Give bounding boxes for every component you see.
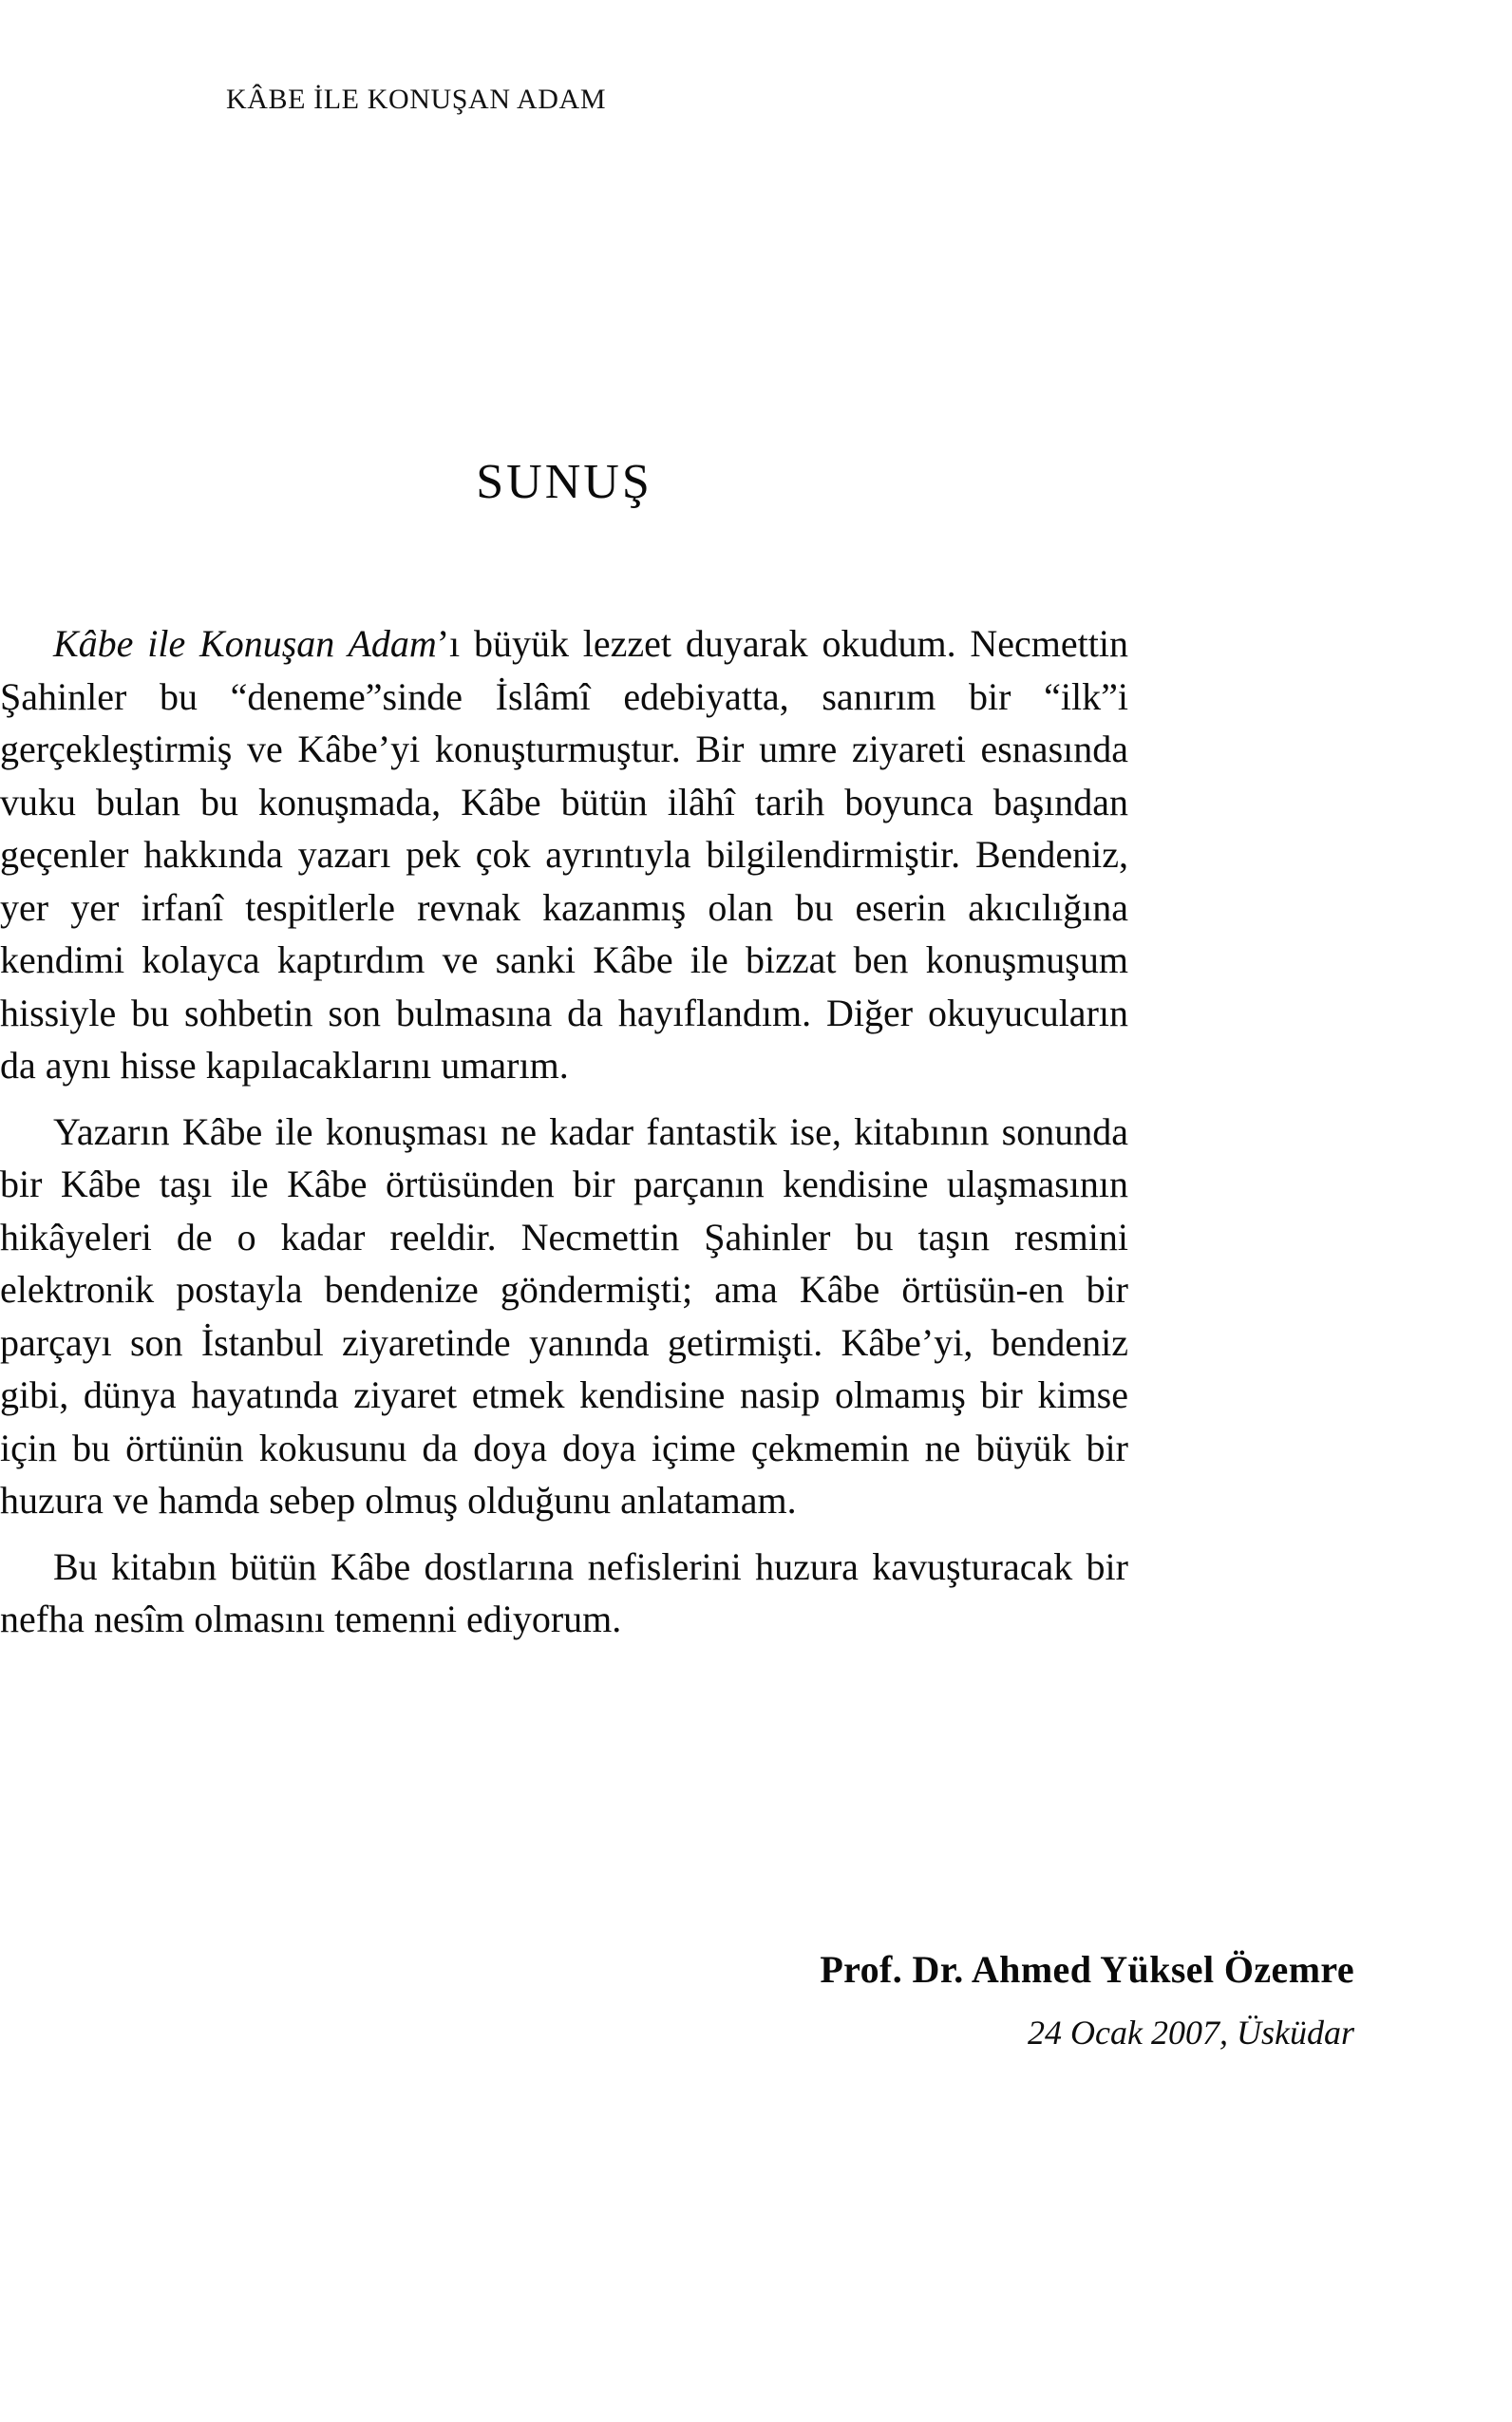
paragraph-1-text: ’ı büyük lezzet duyarak okudum. Necmettin Şahinler bu “deneme”sinde İslâmî edebiyatta, sanırım bir “ilk”i gerçekleştirmiş ve Kâbe’yi konuşturmuştur. Bir umre ziyareti esnasında vuku bulan bu konuşmada, Kâbe bütün ilâhî tarih boyunca başından geçenler hakkında yazarı pek çok ayrıntıyla bilgilendirmiştir. Bendeniz, yer yer irfanî tespitlerle revnak kazanmış olan bu eserin akıcılığına kendimi kolayca kaptırdım ve sanki Kâbe ile bizzat ben konuşmuşum hissiyle bu sohbetin son bulmasına da hayıflandım. Diğer okuyucuların da aynı hisse kapılacaklarını umarım. xyxy=(0,622,1128,1087)
running-header: KÂBE İLE KONUŞAN ADAM xyxy=(226,84,607,115)
paragraph-3 xyxy=(0,1541,1128,1646)
paragraph-2-text: Yazarın Kâbe ile konuşması ne kadar fantastik ise, kitabının sonunda bir Kâbe taşı ile Kâbe örtüsünden bir parçanın kendisine ulaşmasının hikâyeleri de o kadar reeldir. Necmettin Şahinler bu taşın resmini elektronik postayla bendenize göndermişti; ama Kâbe örtüsün-en bir parçayı son İstanbul ziyaretinde yanında getirmişti. Kâbe’yi, bendeniz gibi, dünya hayatında ziyaret etmek kendisine nasip olmamış bir kimse için bu örtünün kokusunu da doya doya içime çekmemin ne büyük bir huzura ve hamda sebep olmuş olduğunu anlatamam. xyxy=(0,1109,1128,1522)
body-copy xyxy=(0,617,1128,1646)
page-title: SUNUŞ xyxy=(476,455,652,509)
signature-block xyxy=(226,1945,1354,2057)
cited-book-title: Kâbe ile Konuşan Adam xyxy=(53,622,437,665)
signature-date-place: 24 Ocak 2007, Üsküdar xyxy=(1028,2014,1354,2052)
author-signature-name: Prof. Dr. Ahmed Yüksel Özemre xyxy=(820,1948,1354,1991)
paragraph-1 xyxy=(0,617,1128,1092)
paragraph-3-text: Bu kitabın bütün Kâbe dostlarına nefislerini huzura kavuşturacak bir nefha nesîm olmasını temenni ediyorum. xyxy=(0,1544,1128,1640)
paragraph-2 xyxy=(0,1106,1128,1527)
